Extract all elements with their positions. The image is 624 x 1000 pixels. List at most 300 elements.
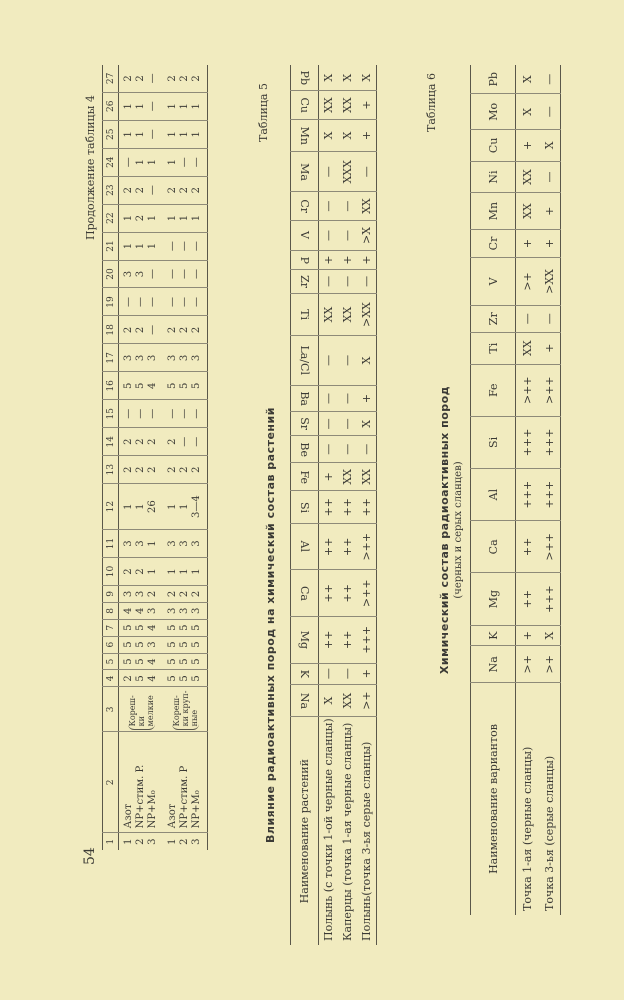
column-header [471, 573, 516, 625]
value-cell [119, 260, 164, 288]
column-header-label: K [298, 669, 311, 678]
table-header [291, 65, 319, 945]
column-header-label: Be [298, 441, 311, 457]
value-cell: +++ [538, 573, 561, 625]
value: 2 [123, 186, 134, 194]
value: 2 [179, 326, 190, 334]
column-number: 4 [103, 670, 119, 687]
column-number: 9 [103, 585, 119, 602]
value-cell: X [516, 94, 539, 130]
column-header-label: Ma [298, 162, 311, 181]
value-cell: +++ [516, 416, 539, 468]
column-header [291, 119, 319, 151]
value-cell [119, 204, 164, 232]
value: — [135, 408, 146, 419]
column-header-label: Pb [298, 70, 311, 85]
value-cell [163, 232, 208, 260]
value-cell: — [338, 269, 357, 293]
value: — [179, 157, 190, 168]
value-cell [119, 148, 164, 176]
value-cell: + [319, 463, 339, 491]
column-number: 18 [103, 316, 119, 344]
column-header-label: Fe [298, 469, 311, 484]
value-cell: >+ [516, 258, 539, 306]
value-cell: X [319, 119, 339, 151]
value-cell [119, 456, 164, 484]
value: 2 [191, 466, 202, 473]
value-cell [119, 558, 164, 586]
value: 3 [167, 607, 178, 615]
value-cell: >++ [538, 521, 561, 573]
column-header-label: Fe [486, 383, 500, 397]
value: 2 [179, 590, 190, 598]
value-cell: XX [516, 332, 539, 364]
column-header-label: Cr [486, 236, 500, 251]
value: 3 [191, 607, 202, 615]
value: 2 [123, 466, 134, 473]
column-header-label: Ti [298, 309, 311, 320]
value-cell [163, 670, 208, 687]
table-header [103, 65, 119, 850]
value-cell: ++ [319, 491, 339, 524]
variants [163, 732, 208, 833]
column-number: 20 [103, 260, 119, 288]
variant-name: NP+стим. P. [135, 764, 146, 829]
table-row [338, 65, 357, 945]
value-cell: — [357, 269, 377, 293]
value-cell [119, 316, 164, 344]
value-cell [163, 288, 208, 316]
value-cell [163, 344, 208, 372]
value-cell: + [357, 119, 377, 151]
value: 3 [135, 354, 146, 362]
column-header-label: Ni [486, 170, 500, 184]
value: 5 [135, 641, 146, 648]
column-number: 5 [103, 653, 119, 670]
column-header-label: Na [486, 656, 500, 673]
value-cell: ++ [516, 573, 539, 625]
value-cell: — [319, 220, 339, 250]
value-cell: >+ [516, 646, 539, 683]
value-cell [119, 288, 164, 316]
value-cell: >XX [538, 258, 561, 306]
column-header [291, 336, 319, 385]
column-header [471, 521, 516, 573]
table-row [163, 65, 208, 850]
value-cell: >XX [357, 293, 377, 335]
value: 2 [179, 75, 190, 82]
value: 3—4 [191, 495, 202, 518]
value: — [179, 269, 190, 280]
variant-name: NP+M₀ [147, 790, 158, 829]
column-header-label: V [486, 277, 500, 286]
value-cell [119, 92, 164, 120]
value-cell: + [338, 251, 357, 270]
value: — [179, 241, 190, 252]
value: 1 [123, 131, 134, 138]
value: 2 [135, 75, 146, 82]
column-number: 21 [103, 232, 119, 260]
value-cell: — [319, 663, 339, 684]
value: 3 [147, 607, 158, 615]
value: 4 [135, 607, 146, 615]
column-header [291, 152, 319, 192]
column-header-label: Cr [298, 199, 311, 213]
column-header-label: Pb [486, 72, 500, 87]
value: 1 [147, 159, 158, 166]
value: 5 [135, 658, 146, 665]
column-header-label: Zr [486, 312, 500, 326]
value-cell [119, 400, 164, 428]
value-cell [163, 558, 208, 586]
column-number: 3 [103, 687, 119, 732]
value-cell [119, 372, 164, 400]
column-header [291, 463, 319, 491]
value: 4 [147, 658, 158, 665]
column-header-label: Mn [486, 201, 500, 221]
value-cell: XX [338, 293, 357, 335]
value-cell: X [538, 130, 561, 162]
value: 2 [147, 466, 158, 473]
value: — [191, 241, 202, 252]
value: 2 [123, 568, 134, 575]
value: 5 [179, 624, 190, 631]
column-header-label: Наименование вариантов [486, 724, 500, 874]
table-body [516, 65, 561, 915]
value: — [191, 157, 202, 168]
value-cell: >++ [357, 523, 377, 570]
value-cell [119, 428, 164, 456]
column-header-label: Al [298, 540, 311, 553]
row-number: 1 [123, 838, 134, 845]
column-header [471, 94, 516, 130]
value-cell: — [338, 192, 357, 220]
value-cell [119, 120, 164, 148]
column-header-label: Ba [298, 391, 311, 406]
value: 1 [191, 214, 202, 222]
page-number: 54 [82, 847, 98, 865]
value: 1 [179, 131, 190, 138]
value: — [147, 101, 158, 112]
value: 3 [167, 354, 178, 362]
value: 1 [191, 568, 202, 575]
column-number: 24 [103, 148, 119, 176]
value: 3 [191, 354, 202, 362]
value: 3 [135, 540, 146, 547]
value: — [135, 296, 146, 307]
column-header [471, 130, 516, 162]
value: 5 [191, 675, 202, 682]
value: 3 [179, 354, 190, 362]
column-header-label: Si [486, 436, 500, 448]
value-cell: XX [338, 91, 357, 119]
row-name: Точка 3-ья (серые сланцы) [538, 683, 561, 916]
value-cell: + [357, 251, 377, 270]
value-cell: + [319, 251, 339, 270]
value-cell [119, 484, 164, 530]
value-cell: ++ [357, 491, 377, 524]
value-cell [163, 653, 208, 670]
column-header [471, 229, 516, 257]
value: 2 [123, 326, 134, 334]
value-cell: >++ [516, 364, 539, 416]
value-cell: — [319, 385, 339, 412]
value-cell: XX [319, 91, 339, 119]
table-row [319, 65, 339, 945]
table6-subtitle: (черных и серых сланцев) [453, 461, 464, 599]
value: — [147, 296, 158, 307]
column-header [291, 220, 319, 250]
column-header-label: Mg [298, 630, 311, 649]
value: 1 [147, 214, 158, 222]
value: 1 [167, 214, 178, 222]
column-header [471, 193, 516, 229]
value-cell: +++ [538, 469, 561, 521]
value: 5 [191, 658, 202, 665]
value: 1 [167, 503, 178, 510]
value-cell [163, 260, 208, 288]
value: 2 [191, 326, 202, 334]
row-name: Полынь(точка 3-ья серые сланцы) [357, 717, 377, 945]
value: 2 [135, 186, 146, 194]
value-cell: ++ [338, 570, 357, 617]
value-cell [163, 120, 208, 148]
column-header-label: Al [486, 488, 500, 501]
column-header [291, 570, 319, 617]
value-cell [163, 619, 208, 636]
column-header [291, 684, 319, 717]
column-number: 8 [103, 602, 119, 619]
value-cell: X [338, 65, 357, 91]
column-number: 27 [103, 65, 119, 92]
value-cell: XXX [338, 152, 357, 192]
column-header [471, 161, 516, 193]
column-number: 13 [103, 456, 119, 484]
column-header [291, 491, 319, 524]
value: 1 [147, 568, 158, 575]
value: — [123, 408, 134, 419]
table5-caption: Таблица 5 [257, 83, 270, 142]
value-cell [163, 530, 208, 558]
column-header [291, 436, 319, 463]
value: 3 [167, 540, 178, 547]
column-header [291, 91, 319, 119]
value: 1 [191, 131, 202, 138]
value: 3 [179, 607, 190, 615]
column-header-label: Zr [298, 274, 311, 288]
value: 1 [167, 159, 178, 166]
column-header-label: Ca [486, 539, 500, 555]
value: 1 [167, 131, 178, 138]
value: 2 [135, 214, 146, 222]
value-cell [163, 400, 208, 428]
value: 1 [167, 103, 178, 110]
row-number: 2 [135, 838, 146, 845]
value-cell: — [338, 436, 357, 463]
column-number: 10 [103, 558, 119, 586]
value: — [123, 157, 134, 168]
value: 5 [191, 624, 202, 631]
column-header-label: Ca [298, 585, 311, 601]
value-cell [119, 232, 164, 260]
table-row [538, 65, 561, 915]
value: 2 [167, 590, 178, 598]
column-header [471, 305, 516, 332]
value: 2 [135, 466, 146, 473]
column-header-label: Cu [298, 97, 311, 113]
column-header [291, 192, 319, 220]
value-cell: + [357, 663, 377, 684]
value: — [147, 269, 158, 280]
column-header-label: Cu [486, 137, 500, 154]
value: 1 [179, 503, 190, 510]
column-header [291, 251, 319, 270]
value-cell: — [338, 663, 357, 684]
value: 3 [123, 590, 134, 598]
value: — [191, 436, 202, 447]
value: — [167, 241, 178, 252]
value: — [191, 269, 202, 280]
value: 1 [135, 159, 146, 166]
root-type: Кореш-ки мелкие [128, 688, 155, 730]
value: 1 [179, 103, 190, 110]
value: 4 [147, 675, 158, 682]
table6-title: Химический состав радиоактивных пород [438, 385, 451, 675]
column-header [291, 717, 319, 945]
table-body [119, 65, 208, 850]
column-header [291, 385, 319, 412]
column-header-label: Наименование растений [298, 759, 311, 904]
column-number: 6 [103, 636, 119, 653]
column-number: 16 [103, 372, 119, 400]
row-numbers [119, 833, 164, 850]
value-cell: +++ [538, 416, 561, 468]
value: 2 [147, 438, 158, 445]
value: 4 [147, 382, 158, 390]
value-cell: — [538, 161, 561, 193]
value: 5 [123, 641, 134, 648]
value-cell: +++ [516, 469, 539, 521]
value: 5 [167, 658, 178, 665]
value-cell: XX [357, 463, 377, 491]
column-header-label: Na [298, 692, 311, 709]
value: — [147, 324, 158, 335]
value-cell: >X [357, 220, 377, 250]
value-cell [119, 653, 164, 670]
value: — [167, 269, 178, 280]
value-cell: + [538, 229, 561, 257]
value-cell: X [319, 65, 339, 91]
value-cell: ++ [319, 570, 339, 617]
value: 3 [123, 540, 134, 547]
value: 5 [179, 658, 190, 665]
value-cell [163, 372, 208, 400]
column-number: 12 [103, 484, 119, 530]
value: 5 [135, 675, 146, 682]
value: 4 [123, 607, 134, 615]
value: 5 [179, 382, 190, 390]
value: 1 [135, 103, 146, 110]
value: 1 [123, 242, 134, 250]
value-cell: XX [319, 293, 339, 335]
value-cell: — [319, 192, 339, 220]
value: 1 [123, 214, 134, 222]
value: 2 [147, 590, 158, 598]
value: 5 [167, 641, 178, 648]
value-cell [119, 636, 164, 653]
value-cell: XX [357, 192, 377, 220]
column-header [291, 663, 319, 684]
variant-name: NP+M₀ [191, 790, 202, 829]
value-cell: ++ [319, 617, 339, 664]
row-number: 1 [167, 838, 178, 845]
value-cell [163, 65, 208, 92]
value: 3 [123, 270, 134, 278]
column-header [291, 293, 319, 335]
value-cell [163, 602, 208, 619]
value: — [167, 296, 178, 307]
column-header [471, 332, 516, 364]
value: 5 [123, 382, 134, 390]
column-header-label: Mg [486, 589, 500, 609]
variant-name: Азот [123, 803, 134, 829]
value-cell [163, 148, 208, 176]
value-cell: X [319, 684, 339, 717]
value-cell: — [338, 412, 357, 436]
value-cell: ++ [319, 523, 339, 570]
row-number: 2 [179, 838, 190, 845]
column-header [291, 269, 319, 293]
value: 5 [123, 624, 134, 631]
column-number: 23 [103, 176, 119, 204]
value: — [123, 296, 134, 307]
value-cell: X [357, 336, 377, 385]
value: — [147, 73, 158, 84]
value-cell [119, 670, 164, 687]
column-number: 14 [103, 428, 119, 456]
column-number: 7 [103, 619, 119, 636]
value-cell: + [538, 193, 561, 229]
value: 3 [147, 641, 158, 648]
value-cell [119, 530, 164, 558]
value-cell: — [538, 65, 561, 94]
column-header [471, 625, 516, 646]
column-number: 17 [103, 344, 119, 372]
table4-caption: Продолжение таблицы 4 [84, 95, 97, 240]
value-cell: ++ [338, 523, 357, 570]
table-4 [102, 65, 208, 850]
table-body [319, 65, 377, 945]
variants [119, 732, 164, 833]
value: 2 [135, 568, 146, 575]
variant-name: NP+стим. P [179, 765, 190, 829]
value-cell [163, 92, 208, 120]
value: 1 [123, 503, 134, 510]
value-cell: — [357, 152, 377, 192]
value-cell [163, 636, 208, 653]
value-cell: XX [338, 463, 357, 491]
value: 5 [179, 641, 190, 648]
column-header-label: La/Cl [298, 345, 311, 376]
value: — [147, 185, 158, 196]
table6-caption: Таблица 6 [425, 73, 438, 132]
value-cell: +++ [357, 617, 377, 664]
value: 2 [179, 186, 190, 194]
value-cell: — [338, 220, 357, 250]
variant-name: Азот [167, 803, 178, 829]
root-type-cell [163, 687, 208, 732]
column-number: 25 [103, 120, 119, 148]
